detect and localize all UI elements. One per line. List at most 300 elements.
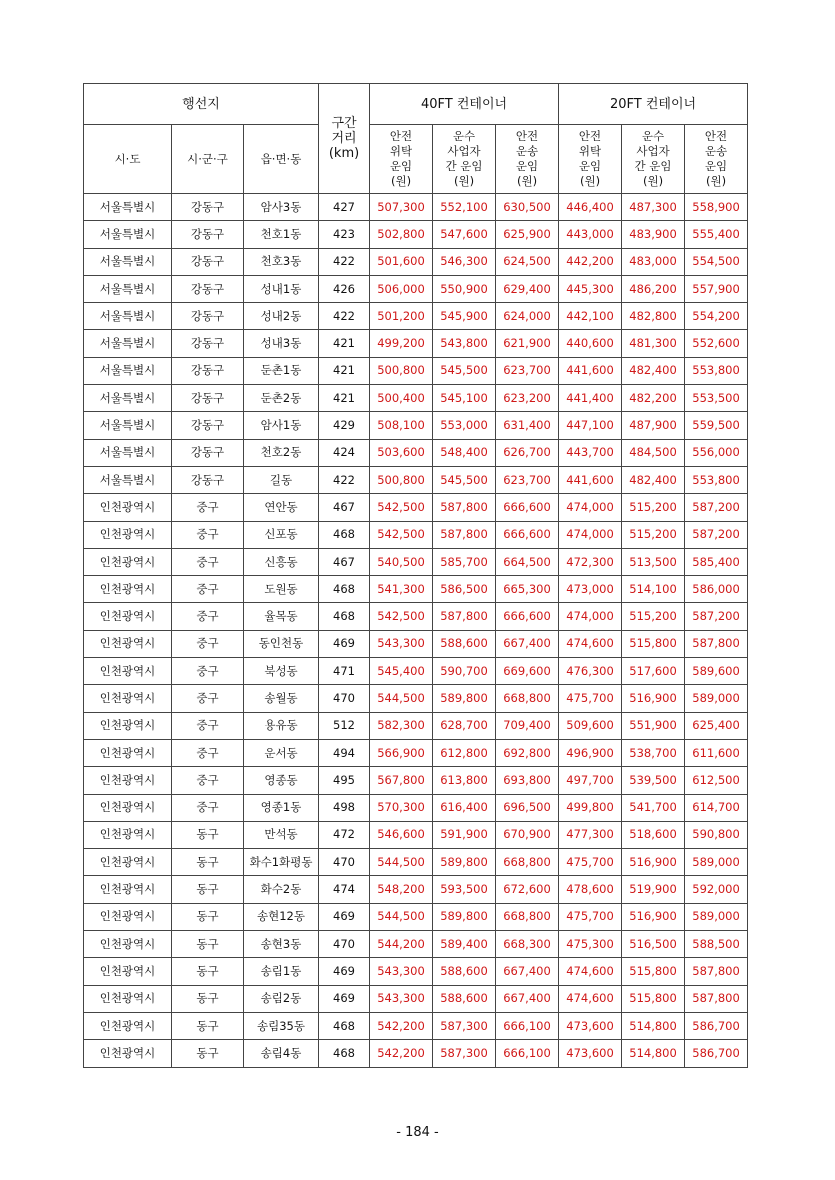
ft20-trust-fee-cell: 440,600: [559, 330, 622, 357]
distance-cell: 424: [319, 439, 370, 466]
ft20-between-fee-cell: 515,800: [622, 630, 685, 657]
ft40-trust-fee-cell: 566,900: [370, 739, 433, 766]
sido-cell: 인천광역시: [84, 849, 172, 876]
distance-cell: 423: [319, 221, 370, 248]
page-number: - 184 -: [396, 1125, 439, 1140]
sido-cell: 인천광역시: [84, 548, 172, 575]
ft40-trust-fee-cell: 501,600: [370, 248, 433, 275]
table-row: [84, 630, 748, 657]
ft20-trust-fee-header: 안전 위탁 운임 (원): [559, 125, 622, 194]
ft40-between-fee-cell: 593,500: [433, 876, 496, 903]
table-row: [84, 849, 748, 876]
distance-cell: 469: [319, 985, 370, 1012]
ft20-transport-fee-cell: 553,800: [685, 357, 748, 384]
sigungu-cell: 동구: [172, 903, 244, 930]
ft40-between-fee-cell: 589,800: [433, 849, 496, 876]
eupmyeondong-cell: 영종1동: [244, 794, 319, 821]
distance-cell: 468: [319, 603, 370, 630]
eupmyeondong-cell: 천호2동: [244, 439, 319, 466]
ft40-transport-fee-cell: 709,400: [496, 712, 559, 739]
table-row: [84, 275, 748, 302]
ft20-between-fee-cell: 514,100: [622, 576, 685, 603]
ft40-transport-fee-cell: 623,700: [496, 466, 559, 493]
sido-cell: 서울특별시: [84, 275, 172, 302]
ft20-between-fee-header: 운수 사업자 간 운임 (원): [622, 125, 685, 194]
ft40-trust-fee-cell: 544,500: [370, 849, 433, 876]
ft20-between-fee-cell: 516,500: [622, 931, 685, 958]
sigungu-cell: 중구: [172, 739, 244, 766]
ft40-transport-fee-cell: 672,600: [496, 876, 559, 903]
ft20-between-fee-cell: 516,900: [622, 685, 685, 712]
ft20-trust-fee-cell: 497,700: [559, 767, 622, 794]
ft40-transport-fee-cell: 626,700: [496, 439, 559, 466]
ft40-transport-fee-header: 안전 운송 운임 (원): [496, 125, 559, 194]
eupmyeondong-cell: 성내2동: [244, 303, 319, 330]
ft40-between-fee-cell: 589,800: [433, 903, 496, 930]
ft20-transport-fee-cell: 588,500: [685, 931, 748, 958]
eupmyeondong-cell: 신포동: [244, 521, 319, 548]
table-row: [84, 985, 748, 1012]
ft40-trust-fee-cell: 548,200: [370, 876, 433, 903]
ft40-between-fee-cell: 628,700: [433, 712, 496, 739]
sigungu-cell: 동구: [172, 1012, 244, 1039]
ft40-transport-fee-cell: 665,300: [496, 576, 559, 603]
ft40-transport-fee-cell: 693,800: [496, 767, 559, 794]
sido-cell: 서울특별시: [84, 303, 172, 330]
ft20-transport-fee-cell: 592,000: [685, 876, 748, 903]
sido-header: 시·도: [84, 125, 172, 194]
sigungu-cell: 강동구: [172, 439, 244, 466]
ft40-trust-fee-cell: 542,200: [370, 1040, 433, 1067]
sigungu-cell: 강동구: [172, 385, 244, 412]
sido-cell: 서울특별시: [84, 357, 172, 384]
ft40-transport-fee-cell: 625,900: [496, 221, 559, 248]
ft40-trust-fee-cell: 507,300: [370, 194, 433, 221]
ft40-between-fee-cell: 548,400: [433, 439, 496, 466]
ft20-trust-fee-cell: 442,200: [559, 248, 622, 275]
ft40-between-fee-cell: 589,400: [433, 931, 496, 958]
sido-cell: 인천광역시: [84, 985, 172, 1012]
ft40-trust-fee-cell: 540,500: [370, 548, 433, 575]
ft20-trust-fee-cell: 475,700: [559, 685, 622, 712]
ft20-transport-fee-cell: 625,400: [685, 712, 748, 739]
ft20-trust-fee-cell: 441,400: [559, 385, 622, 412]
ft20-trust-fee-cell: 472,300: [559, 548, 622, 575]
ft40-transport-fee-cell: 666,600: [496, 494, 559, 521]
sigungu-cell: 강동구: [172, 330, 244, 357]
sigungu-cell: 중구: [172, 712, 244, 739]
ft40-trust-fee-cell: 570,300: [370, 794, 433, 821]
eupmyeondong-cell: 화수1화평동: [244, 849, 319, 876]
ft40-trust-fee-cell: 502,800: [370, 221, 433, 248]
ft40-transport-fee-cell: 630,500: [496, 194, 559, 221]
sido-cell: 인천광역시: [84, 739, 172, 766]
eupmyeondong-cell: 만석동: [244, 821, 319, 848]
ft40-trust-fee-cell: 501,200: [370, 303, 433, 330]
ft20-transport-fee-cell: 585,400: [685, 548, 748, 575]
eupmyeondong-cell: 길동: [244, 466, 319, 493]
distance-cell: 422: [319, 248, 370, 275]
sigungu-cell: 중구: [172, 576, 244, 603]
ft40-trust-fee-cell: 499,200: [370, 330, 433, 357]
distance-cell: 470: [319, 931, 370, 958]
eupmyeondong-cell: 송림2동: [244, 985, 319, 1012]
ft20-between-fee-cell: 514,800: [622, 1012, 685, 1039]
ft20-trust-fee-cell: 475,700: [559, 903, 622, 930]
eupmyeondong-cell: 동인천동: [244, 630, 319, 657]
ft40-trust-fee-cell: 546,600: [370, 821, 433, 848]
ft40-trust-fee-cell: 542,500: [370, 603, 433, 630]
distance-cell: 427: [319, 194, 370, 221]
ft40-between-fee-cell: 616,400: [433, 794, 496, 821]
table-row: [84, 685, 748, 712]
ft20-transport-fee-cell: 587,800: [685, 985, 748, 1012]
ft20-transport-fee-cell: 557,900: [685, 275, 748, 302]
ft40-transport-fee-cell: 623,700: [496, 357, 559, 384]
sido-cell: 서울특별시: [84, 194, 172, 221]
ft40-between-fee-cell: 588,600: [433, 630, 496, 657]
ft20-between-fee-cell: 539,500: [622, 767, 685, 794]
distance-cell: 495: [319, 767, 370, 794]
ft40-trust-fee-cell: 543,300: [370, 985, 433, 1012]
sigungu-cell: 중구: [172, 494, 244, 521]
ft40-transport-fee-cell: 621,900: [496, 330, 559, 357]
freight-rate-table: [83, 83, 748, 1068]
distance-cell: 468: [319, 521, 370, 548]
eupmyeondong-cell: 암사1동: [244, 412, 319, 439]
ft20-between-fee-cell: 518,600: [622, 821, 685, 848]
ft20-trust-fee-cell: 447,100: [559, 412, 622, 439]
sido-cell: 서울특별시: [84, 248, 172, 275]
table-row: [84, 767, 748, 794]
ft40-trust-fee-cell: 500,800: [370, 357, 433, 384]
ft20-trust-fee-cell: 496,900: [559, 739, 622, 766]
ft20-between-fee-cell: 482,400: [622, 357, 685, 384]
table-row: [84, 821, 748, 848]
ft20-between-fee-cell: 487,900: [622, 412, 685, 439]
ft20-trust-fee-cell: 474,000: [559, 521, 622, 548]
sido-cell: 인천광역시: [84, 958, 172, 985]
sigungu-cell: 강동구: [172, 194, 244, 221]
ft20-trust-fee-cell: 474,000: [559, 494, 622, 521]
sigungu-cell: 중구: [172, 767, 244, 794]
eupmyeondong-cell: 송현12동: [244, 903, 319, 930]
eupmyeondong-cell: 암사3동: [244, 194, 319, 221]
ft20-trust-fee-cell: 473,600: [559, 1012, 622, 1039]
ft20-between-fee-cell: 482,800: [622, 303, 685, 330]
ft40-transport-fee-cell: 631,400: [496, 412, 559, 439]
eupmyeondong-cell: 송림35동: [244, 1012, 319, 1039]
eupmyeondong-cell: 화수2동: [244, 876, 319, 903]
ft40-between-fee-cell: 545,900: [433, 303, 496, 330]
sigungu-cell: 강동구: [172, 357, 244, 384]
ft20-between-fee-cell: 481,300: [622, 330, 685, 357]
distance-cell: 470: [319, 849, 370, 876]
distance-cell: 421: [319, 330, 370, 357]
ft20-between-fee-cell: 484,500: [622, 439, 685, 466]
sido-cell: 인천광역시: [84, 603, 172, 630]
sigungu-cell: 동구: [172, 821, 244, 848]
table-row: [84, 1040, 748, 1067]
ft20-between-fee-cell: 487,300: [622, 194, 685, 221]
distance-cell: 472: [319, 821, 370, 848]
ft40-transport-fee-cell: 624,500: [496, 248, 559, 275]
table-row: [84, 357, 748, 384]
table-row: [84, 194, 748, 221]
sigungu-cell: 동구: [172, 931, 244, 958]
distance-cell: 467: [319, 494, 370, 521]
sigungu-cell: 강동구: [172, 412, 244, 439]
ft40-trust-fee-cell: 545,400: [370, 658, 433, 685]
eupmyeondong-cell: 연안동: [244, 494, 319, 521]
ft20-between-fee-cell: 515,800: [622, 985, 685, 1012]
eupmyeondong-cell: 성내3동: [244, 330, 319, 357]
ft40-trust-fee-cell: 500,800: [370, 466, 433, 493]
sido-cell: 서울특별시: [84, 466, 172, 493]
ft40-transport-fee-cell: 668,300: [496, 931, 559, 958]
ft20-trust-fee-cell: 445,300: [559, 275, 622, 302]
ft40-between-fee-cell: 552,100: [433, 194, 496, 221]
sigungu-cell: 동구: [172, 876, 244, 903]
distance-cell: 471: [319, 658, 370, 685]
ft20-between-fee-cell: 515,800: [622, 958, 685, 985]
eupmyeondong-header: 읍·면·동: [244, 125, 319, 194]
sigungu-cell: 강동구: [172, 466, 244, 493]
ft40-transport-fee-cell: 629,400: [496, 275, 559, 302]
ft40-between-fee-cell: 545,500: [433, 466, 496, 493]
sigungu-cell: 중구: [172, 548, 244, 575]
ft40-trust-fee-cell: 508,100: [370, 412, 433, 439]
sido-cell: 인천광역시: [84, 1012, 172, 1039]
sido-cell: 인천광역시: [84, 576, 172, 603]
table-row: [84, 658, 748, 685]
ft20-between-fee-cell: 482,200: [622, 385, 685, 412]
ft20-header: 20FT 컨테이너: [559, 84, 748, 125]
sido-cell: 서울특별시: [84, 439, 172, 466]
table-row: [84, 330, 748, 357]
distance-cell: 421: [319, 357, 370, 384]
ft20-trust-fee-cell: 475,700: [559, 849, 622, 876]
table-row: [84, 1012, 748, 1039]
ft40-between-fee-cell: 588,600: [433, 985, 496, 1012]
ft20-trust-fee-cell: 443,700: [559, 439, 622, 466]
sigungu-cell: 중구: [172, 630, 244, 657]
distance-cell: 468: [319, 1012, 370, 1039]
sido-cell: 인천광역시: [84, 630, 172, 657]
distance-cell: 467: [319, 548, 370, 575]
ft40-between-fee-cell: 587,800: [433, 521, 496, 548]
table-row: [84, 712, 748, 739]
eupmyeondong-cell: 둔촌1동: [244, 357, 319, 384]
table-body: [84, 194, 748, 1068]
ft40-transport-fee-cell: 669,600: [496, 658, 559, 685]
ft20-between-fee-cell: 551,900: [622, 712, 685, 739]
ft40-transport-fee-cell: 664,500: [496, 548, 559, 575]
ft40-trust-fee-cell: 542,500: [370, 494, 433, 521]
ft40-transport-fee-cell: 692,800: [496, 739, 559, 766]
ft40-between-fee-cell: 586,500: [433, 576, 496, 603]
ft20-transport-fee-cell: 586,700: [685, 1040, 748, 1067]
distance-cell: 429: [319, 412, 370, 439]
eupmyeondong-cell: 천호1동: [244, 221, 319, 248]
ft20-between-fee-cell: 483,900: [622, 221, 685, 248]
eupmyeondong-cell: 천호3동: [244, 248, 319, 275]
sigungu-cell: 중구: [172, 685, 244, 712]
ft20-transport-fee-cell: 589,000: [685, 685, 748, 712]
ft40-transport-fee-cell: 667,400: [496, 630, 559, 657]
table-row: [84, 439, 748, 466]
sido-cell: 인천광역시: [84, 521, 172, 548]
sido-cell: 서울특별시: [84, 221, 172, 248]
ft20-transport-fee-cell: 553,800: [685, 466, 748, 493]
distance-cell: 470: [319, 685, 370, 712]
distance-header: 구간 거리 (km): [319, 84, 370, 194]
ft20-transport-fee-cell: 590,800: [685, 821, 748, 848]
ft20-transport-fee-header: 안전 운송 운임 (원): [685, 125, 748, 194]
eupmyeondong-cell: 율목동: [244, 603, 319, 630]
ft20-trust-fee-cell: 499,800: [559, 794, 622, 821]
sigungu-cell: 동구: [172, 1040, 244, 1067]
ft20-between-fee-cell: 482,400: [622, 466, 685, 493]
sido-cell: 인천광역시: [84, 658, 172, 685]
sigungu-cell: 동구: [172, 958, 244, 985]
ft20-between-fee-cell: 516,900: [622, 903, 685, 930]
eupmyeondong-cell: 영종동: [244, 767, 319, 794]
ft20-transport-fee-cell: 556,000: [685, 439, 748, 466]
ft20-trust-fee-cell: 442,100: [559, 303, 622, 330]
ft40-trust-fee-cell: 567,800: [370, 767, 433, 794]
ft20-trust-fee-cell: 474,000: [559, 603, 622, 630]
ft40-transport-fee-cell: 668,800: [496, 685, 559, 712]
distance-cell: 422: [319, 466, 370, 493]
ft40-between-fee-cell: 590,700: [433, 658, 496, 685]
ft20-transport-fee-cell: 589,000: [685, 903, 748, 930]
ft20-transport-fee-cell: 589,600: [685, 658, 748, 685]
distance-cell: 468: [319, 576, 370, 603]
table-row: [84, 876, 748, 903]
ft20-transport-fee-cell: 559,500: [685, 412, 748, 439]
ft40-trust-fee-cell: 542,200: [370, 1012, 433, 1039]
sido-cell: 인천광역시: [84, 685, 172, 712]
ft20-trust-fee-cell: 441,600: [559, 357, 622, 384]
ft40-trust-fee-cell: 500,400: [370, 385, 433, 412]
sigungu-header: 시·군·구: [172, 125, 244, 194]
ft40-between-fee-cell: 589,800: [433, 685, 496, 712]
ft20-transport-fee-cell: 586,000: [685, 576, 748, 603]
ft20-trust-fee-cell: 476,300: [559, 658, 622, 685]
ft20-transport-fee-cell: 555,400: [685, 221, 748, 248]
ft40-between-fee-cell: 588,600: [433, 958, 496, 985]
ft20-trust-fee-cell: 473,600: [559, 1040, 622, 1067]
sido-cell: 인천광역시: [84, 1040, 172, 1067]
sido-cell: 인천광역시: [84, 821, 172, 848]
ft40-between-fee-cell: 547,600: [433, 221, 496, 248]
ft20-between-fee-cell: 513,500: [622, 548, 685, 575]
table-row: [84, 739, 748, 766]
ft20-trust-fee-cell: 474,600: [559, 985, 622, 1012]
ft20-transport-fee-cell: 586,700: [685, 1012, 748, 1039]
ft40-transport-fee-cell: 666,100: [496, 1040, 559, 1067]
ft20-between-fee-cell: 519,900: [622, 876, 685, 903]
sigungu-cell: 중구: [172, 658, 244, 685]
ft40-between-fee-cell: 553,000: [433, 412, 496, 439]
ft40-trust-fee-cell: 582,300: [370, 712, 433, 739]
ft40-between-fee-cell: 585,700: [433, 548, 496, 575]
table-row: [84, 931, 748, 958]
ft20-between-fee-cell: 515,200: [622, 494, 685, 521]
eupmyeondong-cell: 송월동: [244, 685, 319, 712]
ft40-between-fee-cell: 587,300: [433, 1040, 496, 1067]
ft20-trust-fee-cell: 443,000: [559, 221, 622, 248]
distance-cell: 498: [319, 794, 370, 821]
ft40-transport-fee-cell: 667,400: [496, 958, 559, 985]
ft40-transport-fee-cell: 666,600: [496, 521, 559, 548]
sigungu-cell: 강동구: [172, 275, 244, 302]
ft20-between-fee-cell: 483,000: [622, 248, 685, 275]
ft20-trust-fee-cell: 478,600: [559, 876, 622, 903]
ft20-transport-fee-cell: 587,800: [685, 958, 748, 985]
table-row: [84, 521, 748, 548]
sido-cell: 인천광역시: [84, 767, 172, 794]
eupmyeondong-cell: 북성동: [244, 658, 319, 685]
ft20-trust-fee-cell: 441,600: [559, 466, 622, 493]
ft40-trust-fee-cell: 544,200: [370, 931, 433, 958]
ft40-trust-fee-header: 안전 위탁 운임 (원): [370, 125, 433, 194]
ft40-between-fee-cell: 546,300: [433, 248, 496, 275]
ft40-transport-fee-cell: 666,100: [496, 1012, 559, 1039]
ft40-transport-fee-cell: 624,000: [496, 303, 559, 330]
ft20-transport-fee-cell: 587,200: [685, 494, 748, 521]
ft20-trust-fee-cell: 509,600: [559, 712, 622, 739]
sido-cell: 서울특별시: [84, 412, 172, 439]
sigungu-cell: 중구: [172, 603, 244, 630]
table-row: [84, 221, 748, 248]
sigungu-cell: 중구: [172, 794, 244, 821]
destination-header: 행선지: [84, 84, 319, 125]
distance-cell: 468: [319, 1040, 370, 1067]
ft40-trust-fee-cell: 506,000: [370, 275, 433, 302]
ft40-transport-fee-cell: 696,500: [496, 794, 559, 821]
table-row: [84, 603, 748, 630]
eupmyeondong-cell: 송림4동: [244, 1040, 319, 1067]
ft40-trust-fee-cell: 541,300: [370, 576, 433, 603]
sido-cell: 인천광역시: [84, 903, 172, 930]
table-row: [84, 303, 748, 330]
eupmyeondong-cell: 성내1동: [244, 275, 319, 302]
ft40-between-fee-cell: 545,100: [433, 385, 496, 412]
ft20-trust-fee-cell: 473,000: [559, 576, 622, 603]
ft20-trust-fee-cell: 475,300: [559, 931, 622, 958]
ft20-transport-fee-cell: 614,700: [685, 794, 748, 821]
ft20-between-fee-cell: 514,800: [622, 1040, 685, 1067]
ft20-trust-fee-cell: 474,600: [559, 630, 622, 657]
ft20-transport-fee-cell: 589,000: [685, 849, 748, 876]
ft40-between-fee-cell: 587,800: [433, 494, 496, 521]
ft40-between-fee-cell: 591,900: [433, 821, 496, 848]
ft20-transport-fee-cell: 587,200: [685, 603, 748, 630]
sido-cell: 인천광역시: [84, 712, 172, 739]
sigungu-cell: 강동구: [172, 303, 244, 330]
table-row: [84, 248, 748, 275]
ft20-transport-fee-cell: 552,600: [685, 330, 748, 357]
ft20-between-fee-cell: 517,600: [622, 658, 685, 685]
ft20-trust-fee-cell: 446,400: [559, 194, 622, 221]
ft20-transport-fee-cell: 553,500: [685, 385, 748, 412]
sido-cell: 인천광역시: [84, 931, 172, 958]
ft40-transport-fee-cell: 670,900: [496, 821, 559, 848]
ft40-trust-fee-cell: 544,500: [370, 903, 433, 930]
ft20-transport-fee-cell: 554,500: [685, 248, 748, 275]
